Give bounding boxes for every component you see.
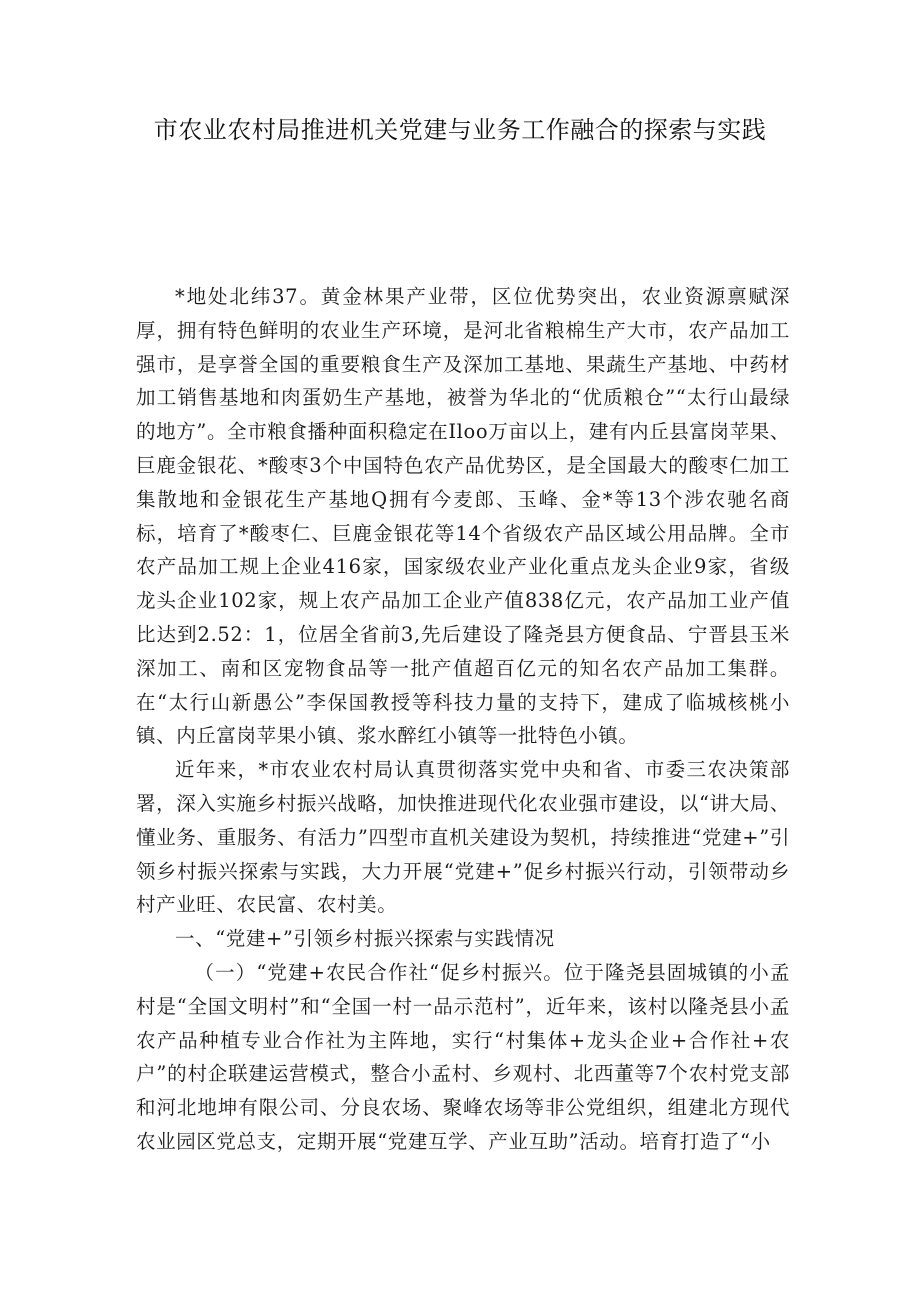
document-title: 市农业农村局推进机关党建与业务工作融合的探索与实践 [153, 116, 767, 144]
document-body [136, 280, 790, 1159]
paragraph-subsection-1: （一）“党建+农民合作社“促乡村振兴。位于隆尧县固城镇的小孟村是“全国文明村”和“全国一村一品示范村”，近年来，该村以隆尧县小孟农产品种植专业合作社为主阵地，实行“村集体+龙头企业+合作社+农户”的村企联建运营模式，整合小孟村、乡观村、北西董等7个农村党支部和河北地坤有限公司、分良农场、聚峰农场等非公党组织，组建北方现代农业园区党总支，定期开展“党建互学、产业互助”活动。培育打造了“小 [136, 960, 790, 1153]
section-heading-1: 一、“党建+”引领乡村振兴探索与实践情况 [175, 927, 555, 951]
paragraph-intro: *地处北纬37。黄金林果产业带，区位优势突出，农业资源禀赋深厚，拥有特色鲜明的农业生产环境，是河北省粮棉生产大市，农产品加工强市，是享誉全国的重要粮食生产及深加工基地、果蔬生产基地、中药材加工销售基地和肉蛋奶生产基地，被誉为华北的“优质粮仓”“太行山最绿的地方”。全市粮食播种面积稳定在Iloo万亩以上，建有内丘县富岗苹果、巨鹿金银花、*酸枣3个中国特色农产品优势区，是全国最大的酸枣仁加工集散地和金银花生产基地Q拥有今麦郎、玉峰、金*等13个涉农驰名商标，培育了*酸枣仁、巨鹿金银花等14个省级农产品区域公用品牌。全市农产品加工规上企业416家，国家级农业产业化重点龙头企业9家，省级龙头企业102家，规上农产品加工企业产值838亿元，农产品加工业产值比达到2.52：1，位居全省前3,先后建设了隆尧县方便食品、宁晋县玉米深加工、南和区宠物食品等一批产值超百亿元的知名农产品加工集群。在“太行山新愚公”李保国教授等科技力量的支持下，建成了临城核桃小镇、内丘富岗苹果小镇、浆水醉红小镇等一批特色小镇。 [136, 285, 790, 748]
paragraph-recent-years: 近年来，*市农业农村局认真贯彻落实党中央和省、市委三农决策部署，深入实施乡村振兴战略，加快推进现代化农业强市建设，以“讲大局、懂业务、重服务、有活力”四型市直机关建设为契机，持续推进“党建+”引领乡村振兴探索与实践，大力开展“党建+”促乡村振兴行动，引领带动乡村产业旺、农民富、农村美。 [136, 758, 790, 917]
